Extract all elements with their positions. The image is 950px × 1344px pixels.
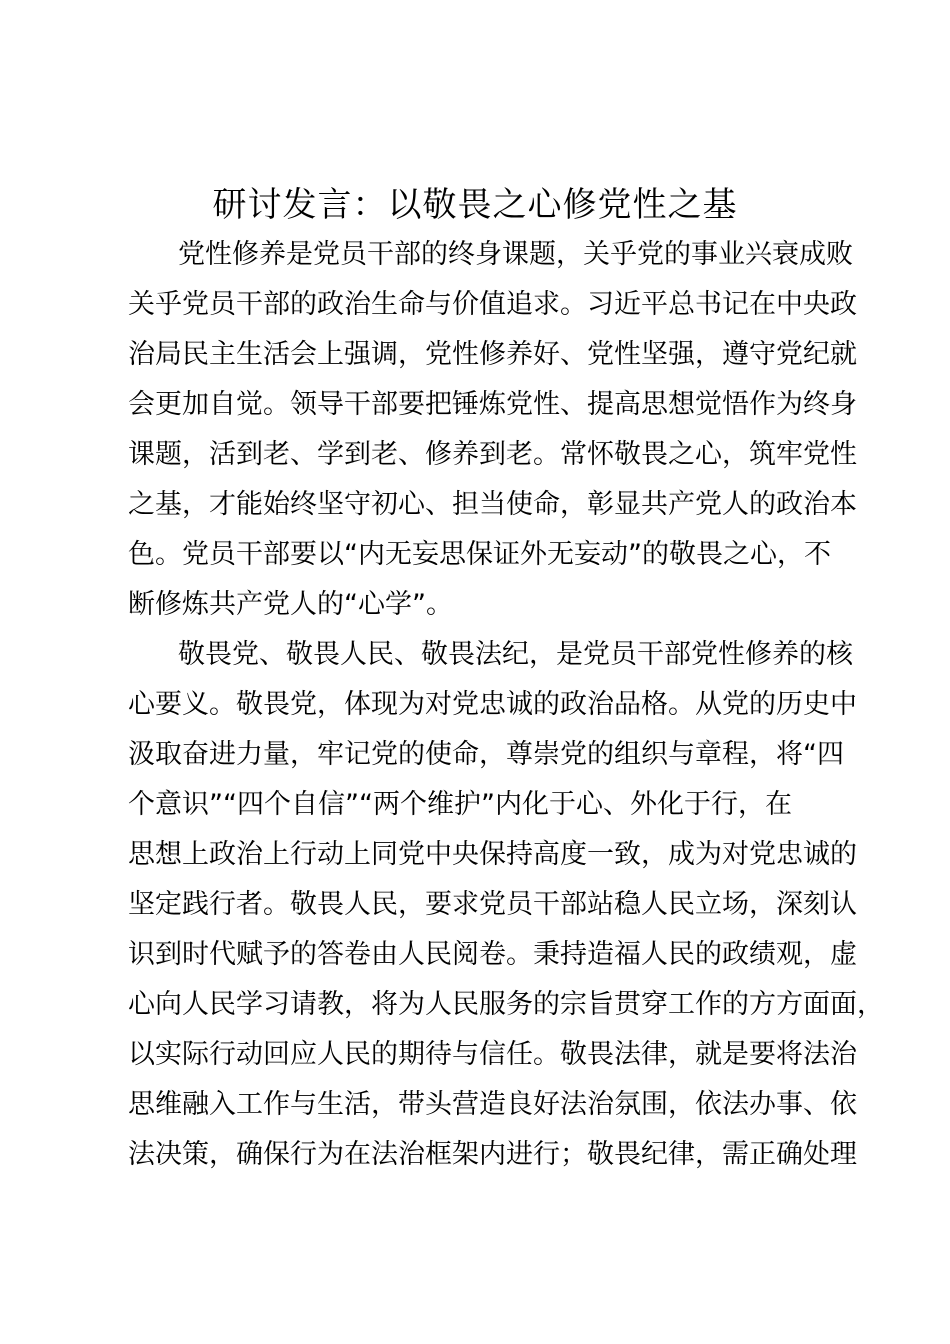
paragraph-line: 断修炼共产党人的“心学”。 — [128, 589, 453, 620]
paragraph-line: 党性修养是党员干部的终身课题，关乎党的事业兴衰成败 — [178, 239, 853, 270]
paragraph-line: 敬畏党、敬畏人民、敬畏法纪，是党员干部党性修养的核 — [178, 639, 853, 670]
paragraph-line: 心要义。敬畏党，体现为对党忠诚的政治品格。从党的历史中 — [128, 689, 857, 720]
paragraph-line: 关乎党员干部的政治生命与价值追求。习近平总书记在中央政 — [128, 289, 857, 320]
paragraph-line: 色。党员干部要以“内无妄思保证外无妄动”的敬畏之心，不 — [128, 539, 831, 570]
paragraph-line: 法决策，确保行为在法治框架内进行；敬畏纪律，需正确处理 — [128, 1139, 857, 1170]
paragraph-line: 会更加自觉。领导干部要把锤炼党性、提高思想觉悟作为终身 — [128, 389, 857, 420]
paragraph-line: 以实际行动回应人民的期待与信任。敬畏法律，就是要将法治 — [128, 1039, 857, 1070]
paragraph-line: 坚定践行者。敬畏人民，要求党员干部站稳人民立场，深刻认 — [128, 889, 857, 920]
document-title: 研讨发言：以敬畏之心修党性之基 — [212, 185, 738, 225]
paragraph-line: 之基，才能始终坚守初心、担当使命，彰显共产党人的政治本 — [128, 489, 857, 520]
paragraph-line: 汲取奋进力量，牢记党的使命，尊崇党的组织与章程，将“四 — [128, 739, 844, 770]
paragraph-line: 治局民主生活会上强调，党性修养好、党性坚强，遵守党纪就 — [128, 339, 857, 370]
paragraph-line: 思想上政治上行动上同党中央保持高度一致，成为对党忠诚的 — [128, 839, 857, 870]
paragraph-line: 心向人民学习请教，将为人民服务的宗旨贯穿工作的方方面面， — [128, 989, 884, 1020]
paragraph-line: 思维融入工作与生活，带头营造良好法治氛围，依法办事、依 — [128, 1089, 857, 1120]
paragraph-line: 识到时代赋予的答卷由人民阅卷。秉持造福人民的政绩观，虚 — [128, 939, 857, 970]
paragraph-line: 个意识”“四个自信”“两个维护”内化于心、外化于行，在 — [128, 789, 792, 820]
paragraph-line: 课题，活到老、学到老、修养到老。常怀敬畏之心，筑牢党性 — [128, 439, 857, 470]
